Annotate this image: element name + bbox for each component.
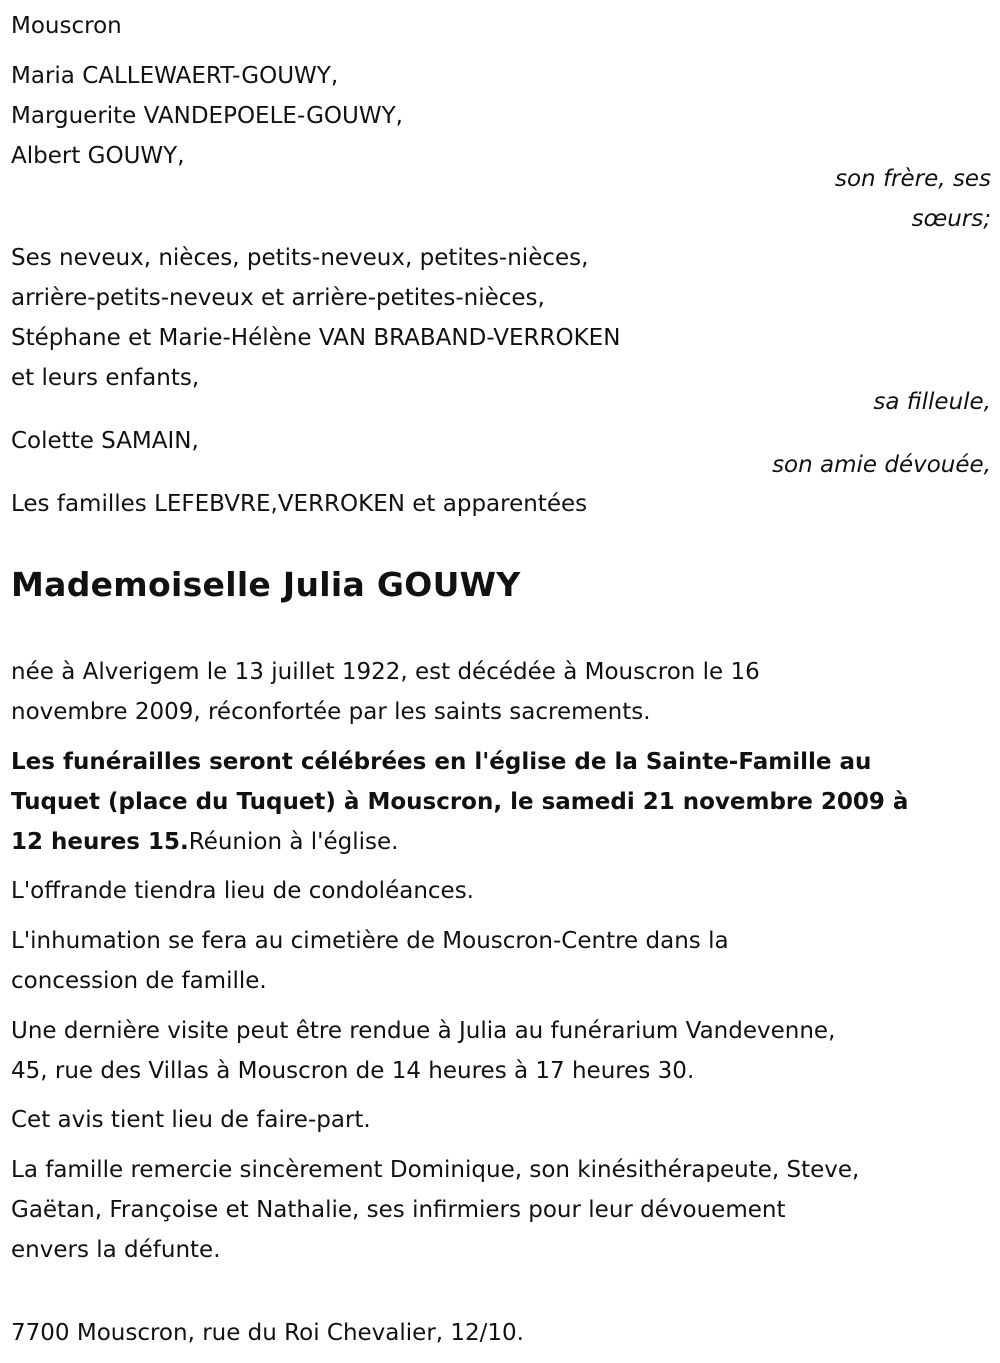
birth-death-text: novembre 2009, réconfortée par les saints sacrements. — [11, 699, 651, 725]
burial-text: concession de famille. — [11, 968, 267, 994]
goddaughter-relation: sa filleule, — [873, 389, 991, 415]
funeral-details: Les funérailles seront célébrées en l'église de la Sainte-Famille au — [11, 749, 872, 775]
offering-text: L'offrande tiendra lieu de condoléances. — [11, 878, 474, 904]
friend-name: Colette SAMAIN, — [11, 428, 199, 454]
funeral-meeting: Réunion à l'église. — [188, 829, 399, 855]
birth-death-text: née à Alverigem le 13 juillet 1922, est décédée à Mouscron le 16 — [11, 659, 760, 685]
funeral-details: Tuquet (place du Tuquet) à Mouscron, le samedi 21 novembre 2009 à — [11, 789, 909, 815]
deceased-title: Mademoiselle Julia GOUWY — [11, 565, 521, 604]
friend-relation: son amie dévouée, — [772, 452, 991, 478]
notice-text: Cet avis tient lieu de faire-part. — [11, 1107, 371, 1133]
nephews-line: arrière-petits-neveux et arrière-petites-nièces, — [11, 285, 545, 311]
nephews-line: et leurs enfants, — [11, 365, 200, 391]
city-label: Mouscron — [11, 13, 122, 39]
burial-text: L'inhumation se fera au cimetière de Mouscron-Centre dans la — [11, 928, 729, 954]
thanks-text: La famille remercie sincèrement Dominique, son kinésithérapeute, Steve, — [11, 1157, 860, 1183]
families-line: Les familles LEFEBVRE,VERROKEN et apparentées — [11, 491, 588, 517]
sibling-name: Albert GOUWY, — [11, 143, 185, 169]
nephews-line: Stéphane et Marie-Hélène VAN BRABAND-VERROKEN — [11, 325, 621, 351]
thanks-text: envers la défunte. — [11, 1237, 221, 1263]
thanks-text: Gaëtan, Françoise et Nathalie, ses infirmiers pour leur dévouement — [11, 1197, 786, 1223]
visit-text: 45, rue des Villas à Mouscron de 14 heures à 17 heures 30. — [11, 1058, 695, 1084]
visit-text: Une dernière visite peut être rendue à Julia au funérarium Vandevenne, — [11, 1018, 836, 1044]
siblings-relation-cont: sœurs; — [911, 206, 991, 232]
funeral-time: 12 heures 15. — [11, 829, 189, 855]
sibling-name: Maria CALLEWAERT-GOUWY, — [11, 63, 339, 89]
siblings-relation: son frère, ses — [835, 166, 991, 192]
address-text: 7700 Mouscron, rue du Roi Chevalier, 12/10. — [11, 1320, 524, 1346]
nephews-line: Ses neveux, nièces, petits-neveux, petites-nièces, — [11, 245, 589, 271]
funeral-time-line — [11, 822, 398, 862]
sibling-name: Marguerite VANDEPOELE-GOUWY, — [11, 103, 403, 129]
